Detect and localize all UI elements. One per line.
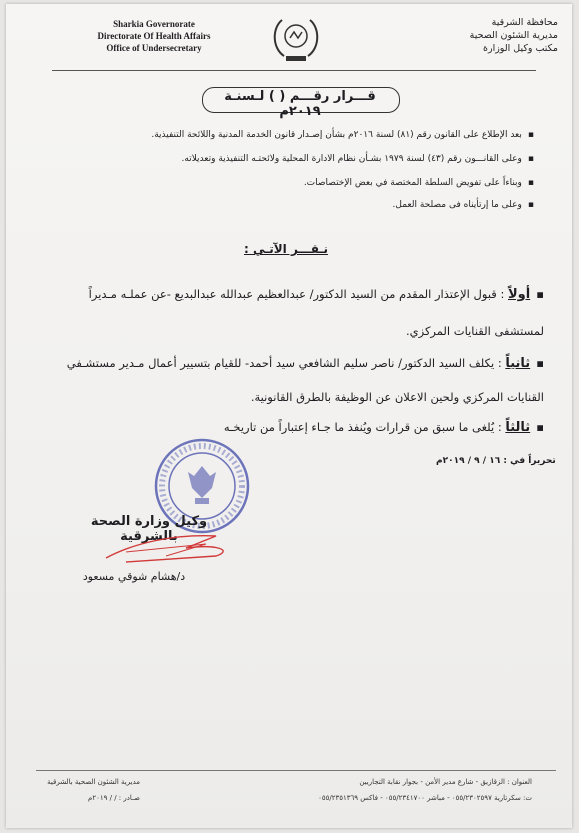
header-arabic	[408, 16, 558, 55]
bullet-icon: ▪	[536, 420, 544, 434]
footer-divider	[36, 770, 556, 771]
decision-title: قـــرار رقـــم ( ) لـسنـة ٢٠١٩م	[224, 89, 376, 119]
header-ar-line: مكتب وكيل الوزارة	[483, 43, 558, 54]
signature-title: وكيل وزارة الصحة بالشرقية	[90, 514, 208, 544]
health-ministry-logo-icon	[268, 14, 324, 66]
bullet-icon: ▪	[527, 178, 534, 188]
header-english	[64, 18, 244, 54]
header-divider	[52, 70, 536, 71]
bullet-icon: ▪	[536, 356, 544, 370]
bullet-icon: ▪	[527, 200, 534, 210]
footer-address: العنوان : الزقازيق - شارع مدير الأمن - بجوار نقابة التجاريين	[359, 778, 532, 786]
footer-outgoing: صـادر : / / ٢٠١٩م	[88, 794, 140, 802]
preamble-line: ▪وعلى ما إرتأيناه فى مصلحة العمل.	[392, 200, 534, 210]
document-sheet	[6, 4, 572, 828]
bullet-icon: ▪	[536, 287, 544, 301]
header-en-line: Directorate Of Health Affairs	[97, 31, 211, 41]
header-en-line: Office of Undersecretary	[106, 43, 202, 53]
issue-date: تحريراً في : ١٦ / ٩ / ٢٠١٩م	[436, 456, 556, 466]
footer-phones: ت: سكرتارية ٠٥٥/٢٣٠٢٥٩٧ - مباشر ٠٥٥/٢٣٤١٧٠٠ - فاكس ٠٥٥/٢٣٥١٣٦٩	[318, 794, 532, 802]
article-second: ▪ثانياً : يكلف السيد الدكتور/ ناصر سليم الشافعي سيد أحمد- للقيام بتسيير أعمال مـدير مستشـفي	[66, 356, 544, 371]
article-first: ▪أولاً : قبول الإعتذار المقدم من السيد الدكتور/ عبدالعظيم عبدالله عبدالبديع -عن عملـه مـديراً	[88, 287, 544, 302]
header-ar-line: مديرية الشئون الصحية	[469, 30, 558, 41]
decide-heading: نـقـــر الآتـي :	[244, 242, 328, 256]
bullet-icon: ▪	[527, 130, 534, 140]
article-first-cont: لمستشفى القنايات المركزي.	[405, 324, 544, 338]
header-ar-line: محافظة الشرقية	[491, 17, 558, 28]
signatory-name: د/هشام شوقي مسعود	[82, 570, 186, 583]
handwritten-signature-icon	[66, 522, 246, 572]
preamble-line: ▪وبناءاً على تفويض السلطة المختصة في بعض الإختصاصات.	[303, 178, 534, 188]
preamble-line: ▪وعلى القانـــون رقم (٤٣) لسنة ١٩٧٩ بشـأن نظام الادارة المحلية ولائحتـه التنفيذية وتعديلاته.	[181, 154, 534, 164]
footer-issuer: مديرية الشئون الصحية بالشرقية	[47, 778, 140, 786]
header-en-line: Sharkia Governorate	[113, 19, 195, 29]
preamble-line: ▪بعد الإطلاع على القانون رقم (٨١) لسنة ٢٠١٦م بشأن إصـدار قانون الخدمة المدنية واللائحة التنفيذية.	[151, 130, 534, 140]
article-second-cont: القنايات المركزي ولحين الاعلان عن الوظيفة بالطرق القانونية.	[250, 390, 544, 404]
bullet-icon: ▪	[527, 154, 534, 164]
article-third: ▪ثالثاً : يُلغى ما سبق من قرارات ويُنفذ ما جـاء إعتباراً من تاريخـه	[223, 420, 544, 435]
